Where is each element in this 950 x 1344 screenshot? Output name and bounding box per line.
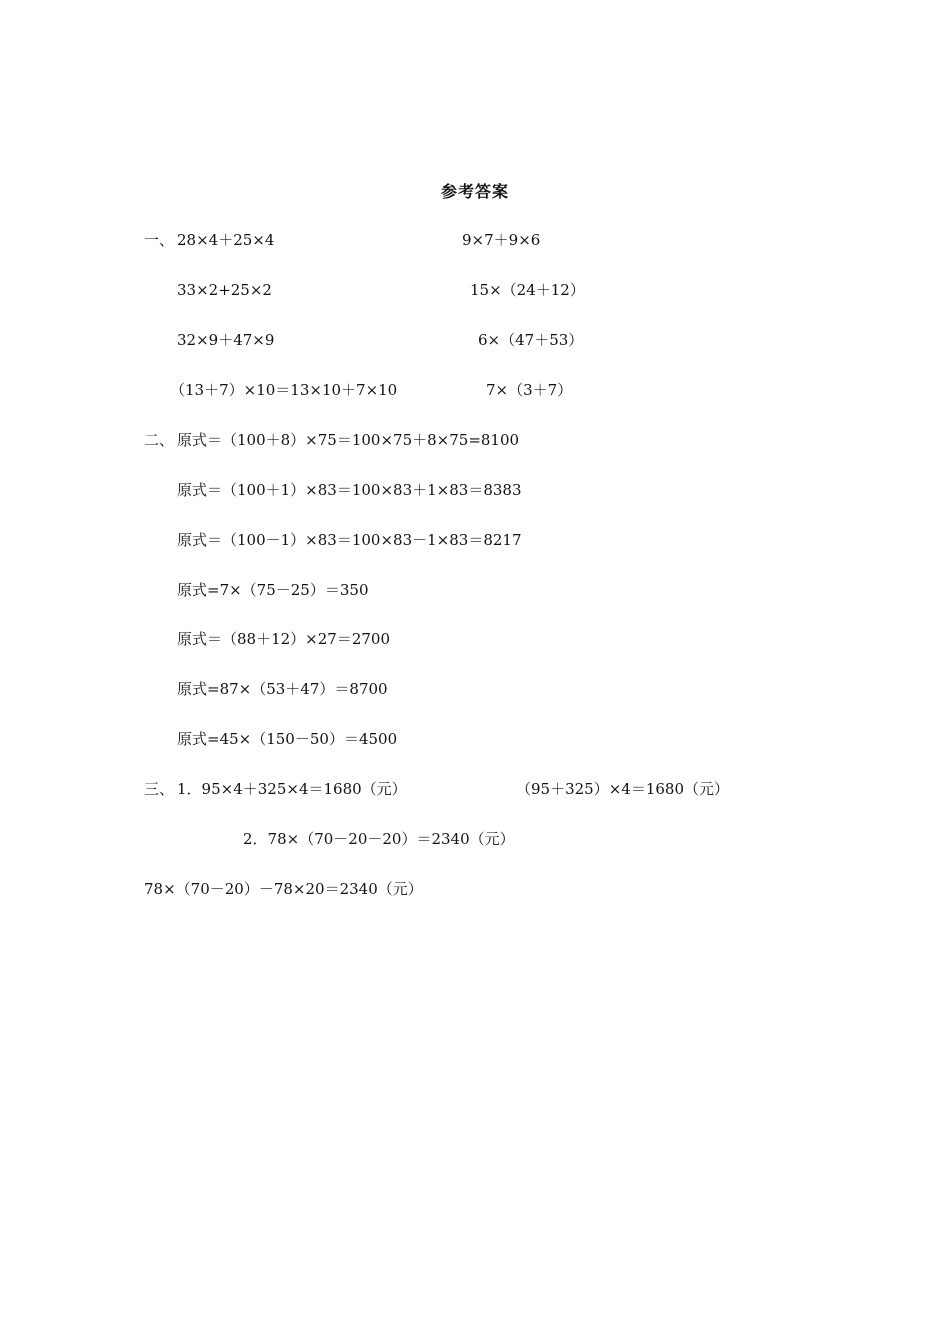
section-1-row-1-right: 9×7＋9×6 xyxy=(462,231,541,249)
section-1-row-1-left: 28×4＋25×4 xyxy=(177,231,275,249)
section-3-item-1-left: 1．95×4＋325×4＝1680（元） xyxy=(177,780,407,798)
section-3-item-2: 2．78×（70－20－20）＝2340（元） xyxy=(243,830,515,848)
section-2-line-6: 原式=87×（53＋47）＝8700 xyxy=(177,680,388,698)
section-3-item-1-right: （95＋325）×4＝1680（元） xyxy=(516,780,730,798)
section-2-line-1: 原式＝（100＋8）×75＝100×75＋8×75=8100 xyxy=(177,431,520,449)
page-title: 参考答案 xyxy=(440,182,509,201)
section-1-row-3-left: 32×9＋47×9 xyxy=(177,331,275,349)
section-2-line-5: 原式＝（88＋12）×27＝2700 xyxy=(177,630,391,648)
section-2-label: 二、 xyxy=(144,431,175,449)
section-3-item-2-alt: 78×（70－20）－78×20＝2340（元） xyxy=(144,880,423,898)
section-1-row-2-left: 33×2+25×2 xyxy=(177,281,272,299)
section-2-line-4: 原式=7×（75－25）＝350 xyxy=(177,581,369,599)
section-1-row-4-right: 7×（3＋7） xyxy=(486,381,573,399)
section-2-line-7: 原式=45×（150－50）＝4500 xyxy=(177,730,398,748)
section-1-label: 一、 xyxy=(144,231,175,249)
section-2-line-2: 原式＝（100＋1）×83＝100×83＋1×83＝8383 xyxy=(177,481,522,499)
section-1-row-3-right: 6×（47＋53） xyxy=(478,331,584,349)
section-1-row-2-right: 15×（24＋12） xyxy=(470,281,585,299)
section-1-row-4-left: （13＋7）×10＝13×10＋7×10 xyxy=(170,381,398,399)
section-3-label: 三、 xyxy=(144,780,175,798)
section-2-line-3: 原式＝（100－1）×83＝100×83－1×83＝8217 xyxy=(177,531,522,549)
